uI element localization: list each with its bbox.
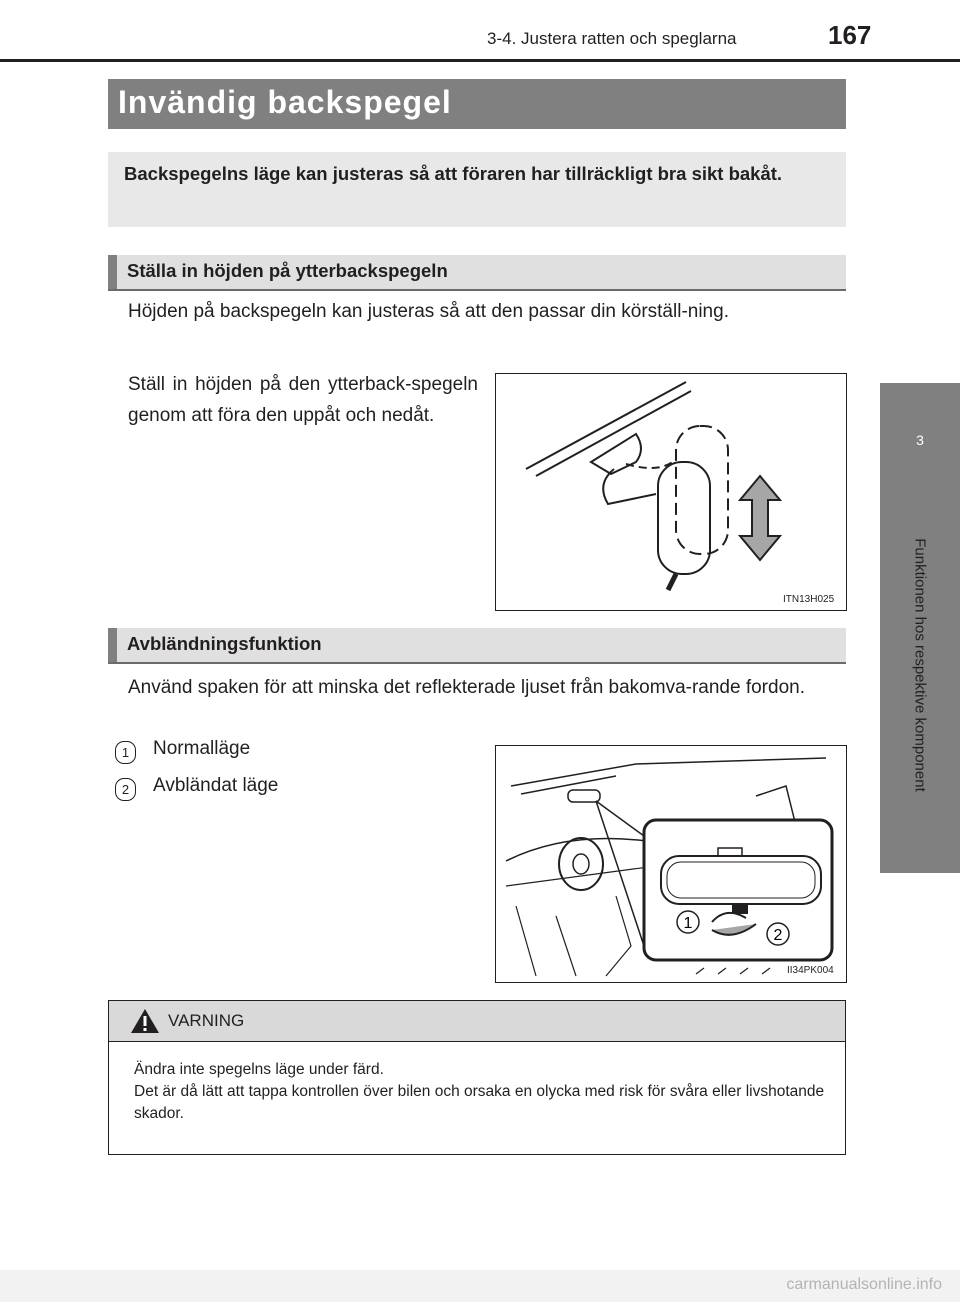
warning-triangle-icon	[130, 1008, 160, 1034]
item-label: Avbländat läge	[153, 775, 279, 796]
figure-code: ITN13H025	[783, 594, 835, 605]
item-number-badge: 1	[115, 741, 136, 764]
figure-marker: 1	[683, 915, 693, 932]
item-number-badge: 2	[115, 778, 136, 801]
chapter-label: Funktionen hos respektive komponent	[911, 538, 929, 792]
chapter-number: 3	[916, 432, 924, 448]
height-paragraph: Höjden på backspegeln kan justeras så att den passar din körställ-ning.	[128, 301, 729, 322]
intro-text: Backspegelns läge kan justeras så att föraren har tillräckligt bra sikt bakåt.	[124, 163, 783, 184]
section-heading-dimming	[108, 628, 846, 664]
heading-accent	[108, 255, 117, 289]
warning-line: Det är då lätt att tappa kontrollen över bilen och orsaka en olycka med risk för svåra eller livshotande skador.	[134, 1083, 825, 1122]
mirror-height-figure	[495, 373, 847, 611]
height-instruction: Ställ in höjden på den ytterback-spegeln genom att föra den uppåt och nedåt.	[128, 374, 478, 426]
section-heading-label: Ställa in höjden på ytterbackspegeln	[127, 260, 448, 281]
figure-code: II34PK004	[787, 965, 834, 976]
running-header-section: 3-4. Justera ratten och speglarna	[487, 29, 737, 48]
watermark-text: carmanualsonline.info	[786, 1276, 942, 1293]
warning-line: Ändra inte spegelns läge under färd.	[134, 1061, 384, 1078]
item-label: Normalläge	[153, 738, 251, 759]
warning-label: VARNING	[168, 1011, 245, 1030]
figure-marker: 2	[773, 927, 783, 944]
mirror-height-illustration	[496, 374, 846, 610]
page-number: 167	[828, 20, 872, 50]
dimming-paragraph: Använd spaken för att minska det reflekterade ljuset från bakomva-rande fordon.	[128, 677, 805, 698]
section-heading-label: Avbländningsfunktion	[127, 633, 322, 654]
heading-accent	[108, 628, 117, 662]
dimming-illustration	[496, 746, 846, 982]
header-rule	[0, 59, 960, 62]
dimming-figure	[495, 745, 847, 983]
section-heading-height	[108, 255, 846, 291]
page-title: Invändig backspegel	[118, 84, 452, 120]
warning-body	[134, 1059, 830, 1125]
